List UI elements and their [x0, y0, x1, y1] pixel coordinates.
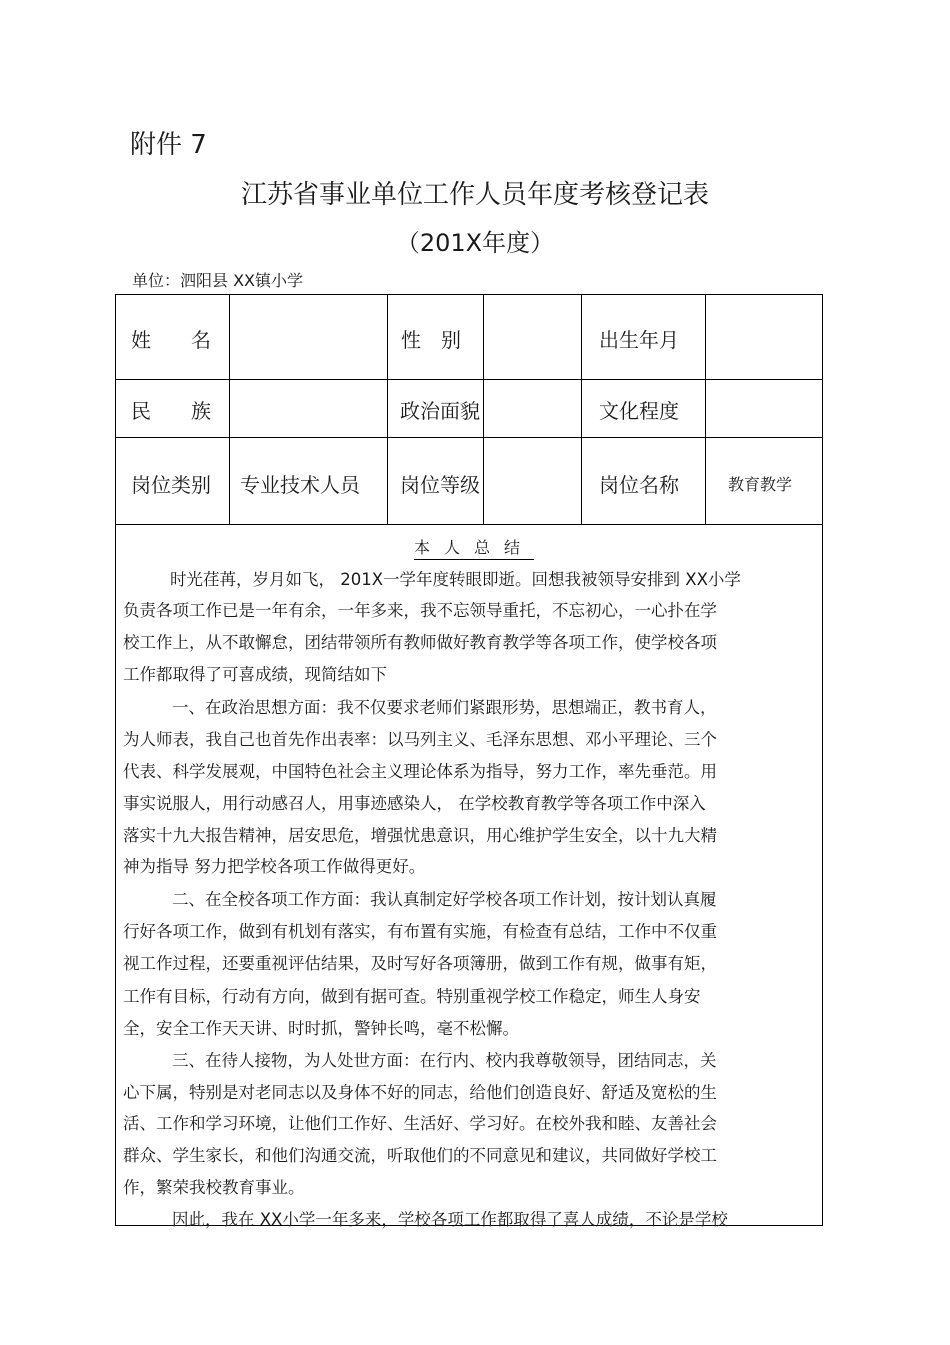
political-label: 政治面貌 — [400, 399, 480, 423]
col-divider — [483, 294, 484, 525]
post-name-value[interactable]: 教育教学 — [728, 475, 793, 494]
summary-line: 为人师表，我自己也首先作出表率：以马列主义、毛泽东思想、邓小平理论、三个 — [123, 730, 717, 749]
col-divider — [229, 294, 230, 525]
summary-title: 本人总结 — [414, 535, 534, 560]
summary-line: 三、在待人接物，为人处世方面：在行内、校内我尊敬领导，团结同志，关 — [172, 1051, 717, 1070]
summary-line: 工作都取得了可喜成绩，现简结如下 — [123, 665, 387, 684]
ethnic-label: 民 族 — [131, 399, 211, 423]
education-label: 文化程度 — [599, 399, 679, 423]
summary-line: 工作有目标，行动有方向，做到有据可查。特别重视学校工作稳定，师生人身安 — [123, 987, 701, 1006]
summary-line: 心下属，特别是对老同志以及身体不好的同志，给他们创造良好、舒适及宽松的生 — [123, 1083, 717, 1102]
row-divider — [115, 524, 823, 525]
summary-line: 负责各项工作已是一年有余，一年多来，我不忘领导重托，不忘初心，一心扑在学 — [123, 601, 717, 620]
col-divider — [387, 294, 388, 525]
summary-line: 行好各项工作，做到有机划有落实，有布置有实施，有检查有总结，工作中不仅重 — [123, 922, 717, 941]
form-year: （201X年度） — [395, 229, 555, 257]
row-divider — [115, 437, 823, 438]
summary-line: 神为指导 努力把学校各项工作做得更好。 — [123, 857, 426, 876]
post-name-label: 岗位名称 — [599, 473, 679, 497]
summary-line: 事实说服人，用行动感召人，用事迹感染人， 在学校教育教学等各项工作中深入 — [123, 794, 706, 813]
summary-line: 因此，我在 XX小学一年多来，学校各项工作都取得了喜人成绩，不论是学校 — [172, 1210, 728, 1229]
summary-line: 视工作过程，还要重视评估结果，及时写好各项簿册，做到工作有规，做事有矩， — [123, 954, 717, 973]
row-divider — [115, 379, 823, 380]
attachment-label: 附件 7 — [130, 130, 207, 160]
summary-line: 作，繁荣我校教育事业。 — [123, 1178, 305, 1197]
summary-line: 一、在政治思想方面：我不仅要求老师们紧跟形势，思想端正，教书育人， — [172, 698, 717, 717]
col-divider — [581, 294, 582, 525]
post-level-label: 岗位等级 — [400, 473, 480, 497]
form-title: 江苏省事业单位工作人员年度考核登记表 — [240, 180, 709, 210]
gender-label: 性 别 — [401, 328, 461, 352]
summary-line: 落实十九大报告精神，居安思危，增强忧患意识，用心维护学生安全，以十九大精 — [123, 826, 717, 845]
summary-line: 群众、学生家长，和他们沟通交流，听取他们的不同意见和建议，共同做好学校工 — [123, 1146, 717, 1165]
name-label: 姓 名 — [131, 328, 211, 352]
post-type-label: 岗位类别 — [131, 473, 211, 497]
summary-line: 代表、科学发展观，中国特色社会主义理论体系为指导，努力工作，率先垂范。用 — [123, 762, 717, 781]
summary-line: 活、工作和学习环境，让他们工作好、生活好、学习好。在校外我和睦、友善社会 — [123, 1114, 717, 1133]
summary-line: 二、在全校各项工作方面：我认真制定好学校各项工作计划，按计划认真履 — [172, 890, 717, 909]
birth-label: 出生年月 — [599, 328, 679, 352]
post-type-value[interactable]: 专业技术人员 — [240, 473, 360, 497]
unit-label: 单位：泗阳县 XX镇小学 — [132, 271, 304, 290]
summary-line: 全，安全工作天天讲、时时抓，警钟长鸣，毫不松懈。 — [123, 1019, 519, 1038]
col-divider — [705, 294, 706, 525]
summary-line: 校工作上，从不敢懈怠，团结带领所有教师做好教育教学等各项工作，使学校各项 — [123, 633, 717, 652]
summary-line: 时光荏苒，岁月如飞， 201X一学年度转眼即逝。回想我被领导安排到 XX小学 — [170, 570, 741, 589]
